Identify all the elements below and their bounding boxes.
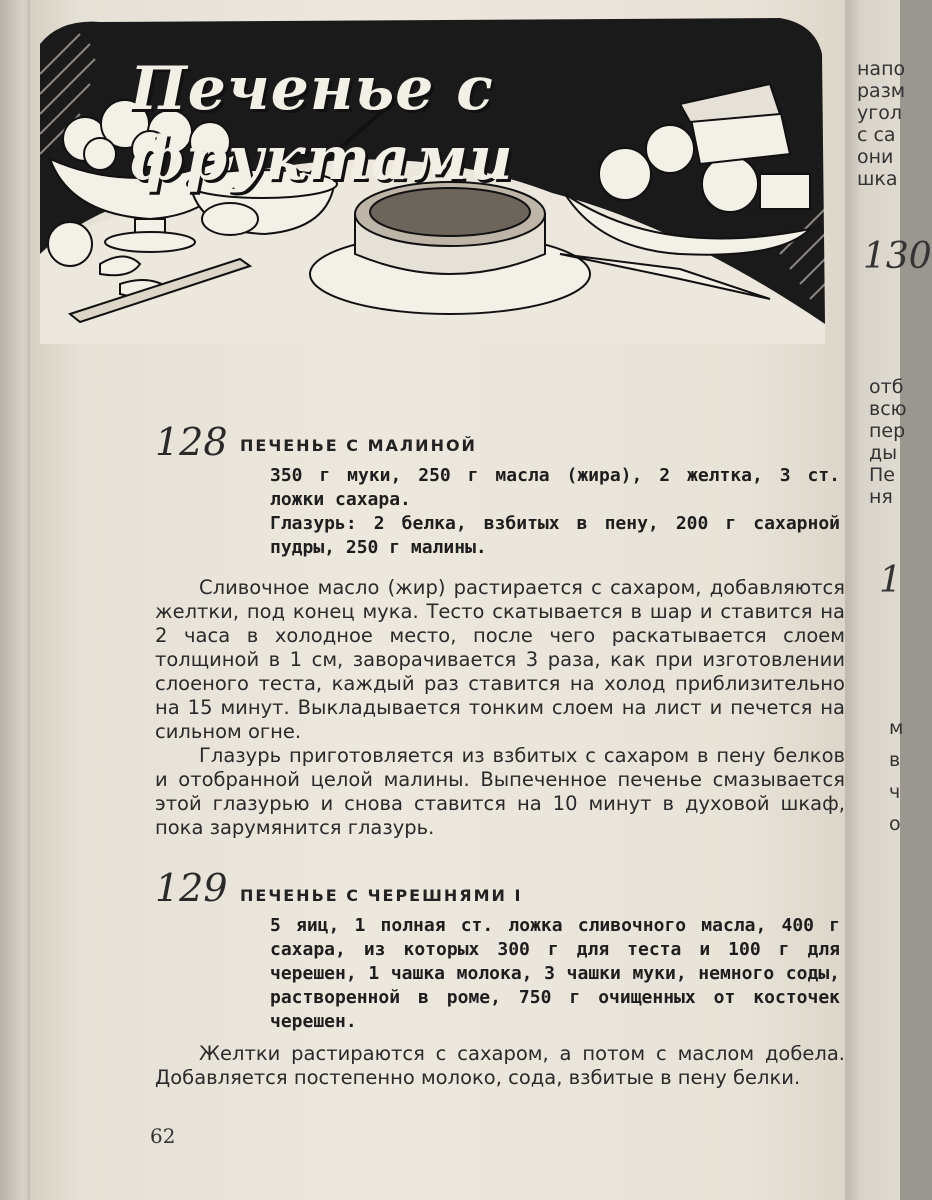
method-paragraph: Сливочное масло (жир) растирается с сахаром, добавляются желтки, под конец мука. Тесто скатывается в шар и ставится на 2 часа в холодное место, после чего раскатывается слоем толщиной в 1 см, заворачивается 3 раза, как при изготовлении слоеного теста, каждый раз ставится на холод приблизительно на 15 минут. Выкладывается тонким слоем на лист и печется на сильном огне.: [155, 576, 845, 743]
adjacent-page: [845, 0, 932, 1200]
adjacent-page-mid-text: отб всю пер ды Пе ня: [869, 376, 907, 508]
chapter-header-illustration: [40, 14, 825, 344]
page-number: 62: [150, 1124, 176, 1148]
recipe-title-128: ПЕЧЕНЬЕ С МАЛИНОЙ: [240, 436, 477, 455]
method-paragraph: Глазурь приготовляется из взбитых с сахаром в пену белков и отобранной целой малины. Выпеченное печенье смазывается этой глазурью и снова ставится на 10 минут в духовой шкаф, пока зарумянится глазурь.: [155, 744, 845, 839]
adjacent-recipe-number-2: 1: [879, 560, 902, 601]
recipe-title-129: ПЕЧЕНЬЕ С ЧЕРЕШНЯМИ I: [240, 886, 523, 905]
recipe-ingredients-129: [270, 914, 840, 1034]
adjacent-recipe-number: 130: [863, 236, 932, 277]
glaze-text: Глазурь: 2 белка, взбитых в пену, 200 г сахарной пудры, 250 г малины.: [270, 513, 840, 558]
chapter-title: Печенье с фруктами: [130, 54, 514, 194]
adjacent-page-top-text: напо разм угол с са они шка: [857, 58, 906, 190]
recipe-method-128: [155, 576, 845, 840]
method-paragraph: Желтки растираются с сахаром, а потом с маслом добела. Добавляется постепенно молоко, сода, взбитые в пену белки.: [155, 1042, 845, 1089]
ingredients-text: 350 г муки, 250 г масла (жира), 2 желтка, 3 ст. ложки сахара.: [270, 465, 840, 510]
recipe-method-129: [155, 1042, 845, 1090]
ingredients-text: 5 яиц, 1 полная ст. ложка сливочного масла, 400 г сахара, из которых 300 г для теста и 100 г для черешен, 1 чашка молока, 3 чашки муки, немного соды, растворенной в роме, 750 г очищенных от косточек черешен.: [270, 915, 840, 1032]
recipe-number-128: 128: [155, 420, 228, 464]
recipe-number-129: 129: [155, 866, 228, 910]
adjacent-page-bottom-text: м в ч о: [889, 717, 904, 835]
recipe-ingredients-128: [270, 464, 840, 560]
